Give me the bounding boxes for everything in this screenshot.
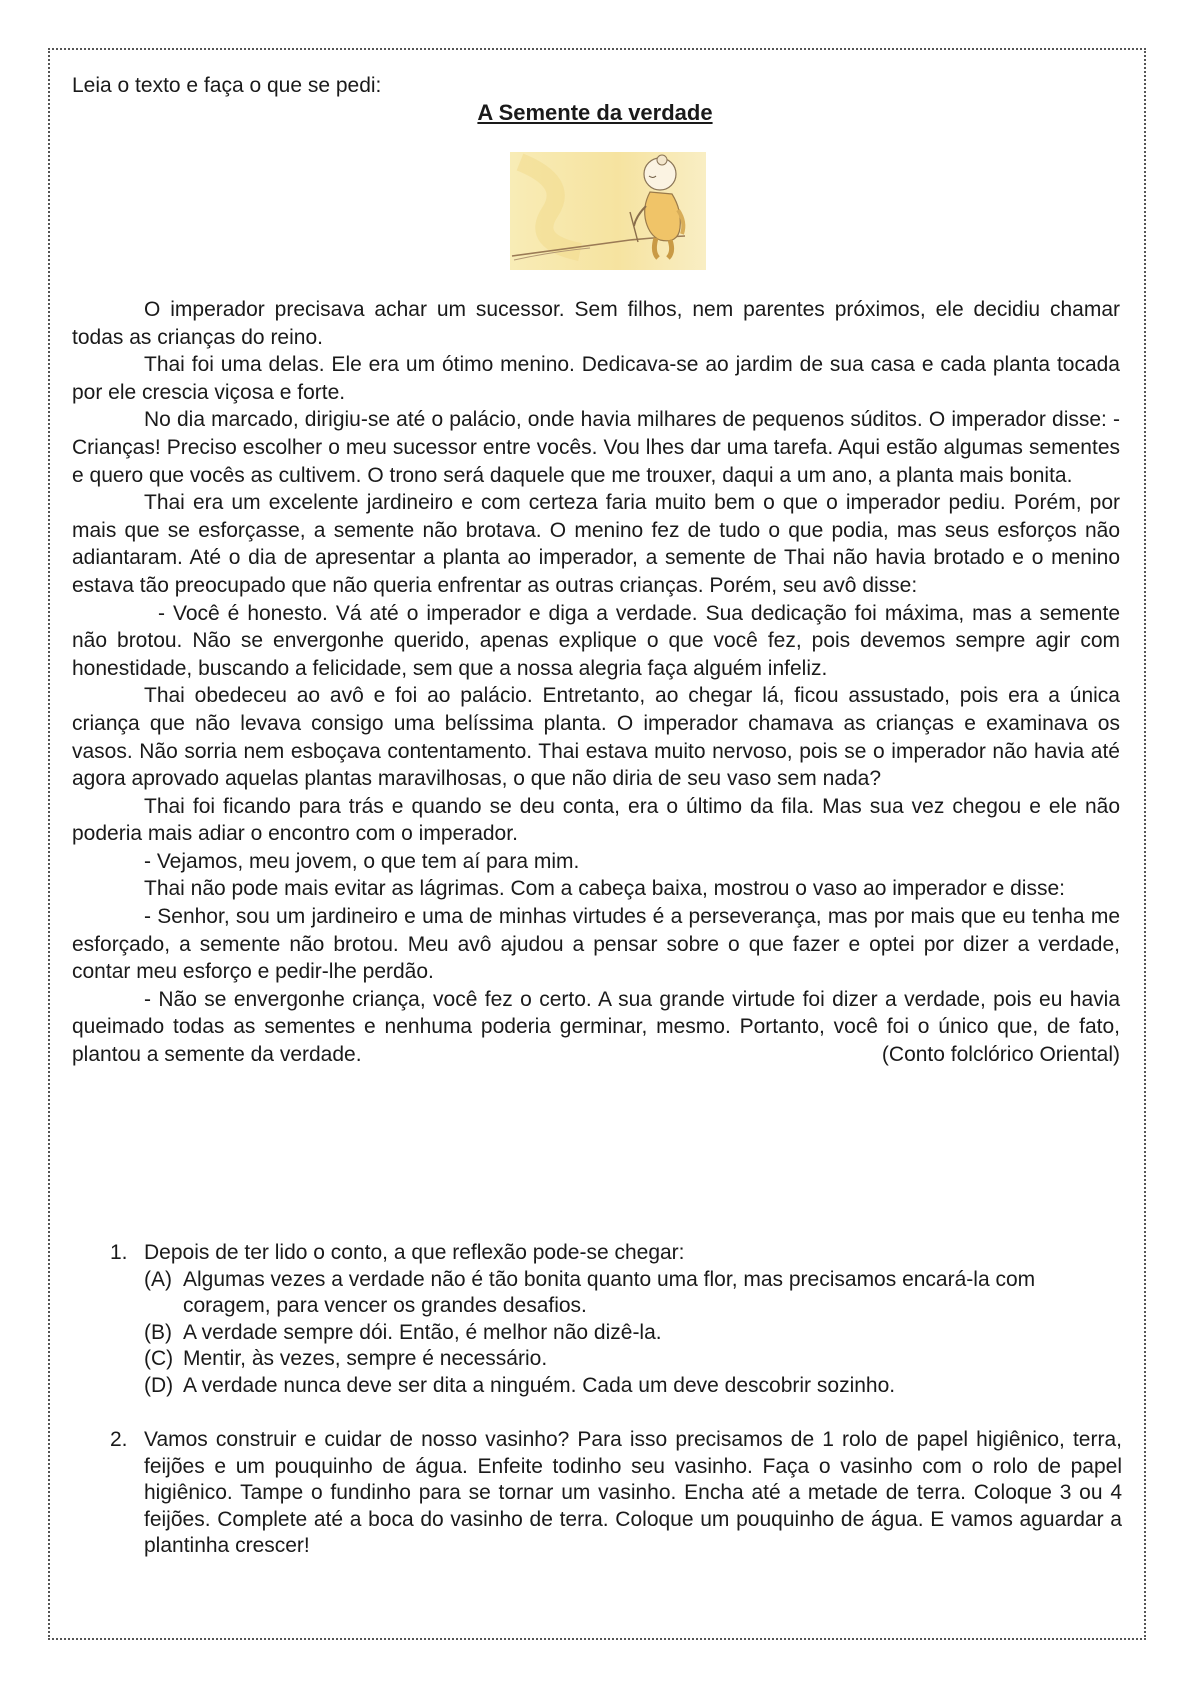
answer-options	[144, 1267, 1122, 1400]
question-number: 1.	[110, 1241, 128, 1264]
story-paragraph: O imperador precisava achar um sucessor. Sem filhos, nem parentes próximos, ele decidiu chamar todas as crianças do reino.	[72, 298, 1120, 349]
story-title: A Semente da verdade	[477, 100, 713, 125]
option-text: A verdade sempre dói. Então, é melhor não dizê-la.	[183, 1320, 662, 1344]
instruction-text: Leia o texto e faça o que se pedi:	[72, 74, 382, 97]
story-text	[72, 296, 1120, 1069]
option-text: Mentir, às vezes, sempre é necessário.	[183, 1347, 548, 1370]
question-2	[110, 1427, 1122, 1560]
option-text: Algumas vezes a verdade não é tão bonita quanto uma flor, mas precisamos encará-la com coragem, para vencer os grandes desafios.	[183, 1267, 1036, 1317]
question-number: 2.	[110, 1428, 128, 1451]
option-letter: (B)	[144, 1320, 172, 1344]
option-letter: (D)	[144, 1373, 174, 1397]
story-paragraph: Thai obedeceu ao avô e foi ao palácio. Entretanto, ao chegar lá, ficou assustado, pois era a única criança que não levava consigo uma belíssima planta. O imperador chamava as crianças e examinava os vasos. Não sorria nem esboçava contentamento. Thai estava muito nervoso, pois se o imperador não havia até agora aprovado aquelas plantas maravilhosas, o que não diria de seu vaso sem nada?	[72, 684, 1120, 791]
option-b[interactable]	[144, 1320, 1122, 1347]
story-paragraph: Thai não pode mais evitar as lágrimas. Com a cabeça baixa, mostrou o vaso ao imperador e disse:	[144, 877, 1065, 901]
option-a[interactable]	[144, 1267, 1122, 1320]
option-d[interactable]	[144, 1373, 1122, 1400]
story-source: (Conto folclórico Oriental)	[881, 1043, 1120, 1067]
option-text: A verdade nunca deve ser dita a ninguém. Cada um deve descobrir sozinho.	[183, 1373, 896, 1397]
question-text: Vamos construir e cuidar de nosso vasinho? Para isso precisamos de 1 rolo de papel higiênico, terra, feijões e um pouquinho de água. Enfeite todinho seu vasinho. Faça o vasinho com o rolo de papel higiênico. Tampe o fundinho para se tornar um vasinho. Encha até a metade de terra. Coloque 3 ou 4 feijões. Complete até a boca do vasinho de terra. Coloque um pouquinho de água. E vamos aguardar a plantinha crescer!	[144, 1428, 1122, 1557]
option-letter: (A)	[144, 1267, 172, 1291]
story-paragraph: - Vejamos, meu jovem, o que tem aí para mim.	[144, 849, 580, 873]
question-1	[110, 1240, 1122, 1399]
question-text: Depois de ter lido o conto, a que reflexão pode-se chegar:	[144, 1241, 685, 1264]
story-paragraph: - Senhor, sou um jardineiro e uma de minhas virtudes é a perseverança, mas por mais que eu tenha me esforçado, a semente não brotou. Meu avô ajudou a pensar sobre o que fazer e optei por dizer a verdade, contar meu esforço e pedir-lhe perdão.	[72, 905, 1120, 984]
questions-section	[110, 1240, 1122, 1560]
child-planting-seed-illustration	[510, 152, 706, 270]
story-paragraph: No dia marcado, dirigiu-se até o palácio, onde havia milhares de pequenos súditos. O imperador disse: - Crianças! Preciso escolher o meu sucessor entre vocês. Vou lhes dar uma tarefa. Aqui estão algumas sementes e quero que vocês as cultivem. O trono será daquele que me trouxer, daqui a um ano, a planta mais bonita.	[72, 408, 1120, 487]
story-paragraph: - Você é honesto. Vá até o imperador e diga a verdade. Sua dedicação foi máxima, mas a semente não brotou. Não se envergonhe querido, apenas explique o que você fez, pois devemos sempre agir com honestidade, buscando a felicidade, sem que a nossa alegria faça alguém infeliz.	[72, 601, 1120, 680]
story-closing-text: - Não se envergonhe criança, você fez o certo. A sua grande virtude foi dizer a verdade, pois eu havia queimado todas as sementes e nenhuma poderia germinar, mesmo. Portanto, você foi o único que, de fato, plantou a semente da verdade.	[72, 987, 1120, 1067]
story-paragraph: Thai foi ficando para trás e quando se deu conta, era o último da fila. Mas sua vez chegou e ele não poderia mais adiar o encontro com o imperador.	[72, 794, 1120, 846]
story-paragraph: Thai era um excelente jardineiro e com certeza faria muito bem o que o imperador pediu. Porém, por mais que se esforçasse, a semente não brotava. O menino fez de tudo o que podia, mas seus esforços não adiantaram. Até o dia de apresentar a planta ao imperador, a semente de Thai não havia brotado e o menino estava tão preocupado que não queria enfrentar as outras crianças. Porém, seu avô disse:	[72, 491, 1120, 597]
story-paragraph-last	[72, 986, 1120, 1069]
option-c[interactable]	[144, 1346, 1122, 1373]
option-letter: (C)	[144, 1347, 174, 1370]
story-paragraph: Thai foi uma delas. Ele era um ótimo menino. Dedicava-se ao jardim de sua casa e cada planta tocada por ele crescia viçosa e forte.	[72, 353, 1120, 404]
